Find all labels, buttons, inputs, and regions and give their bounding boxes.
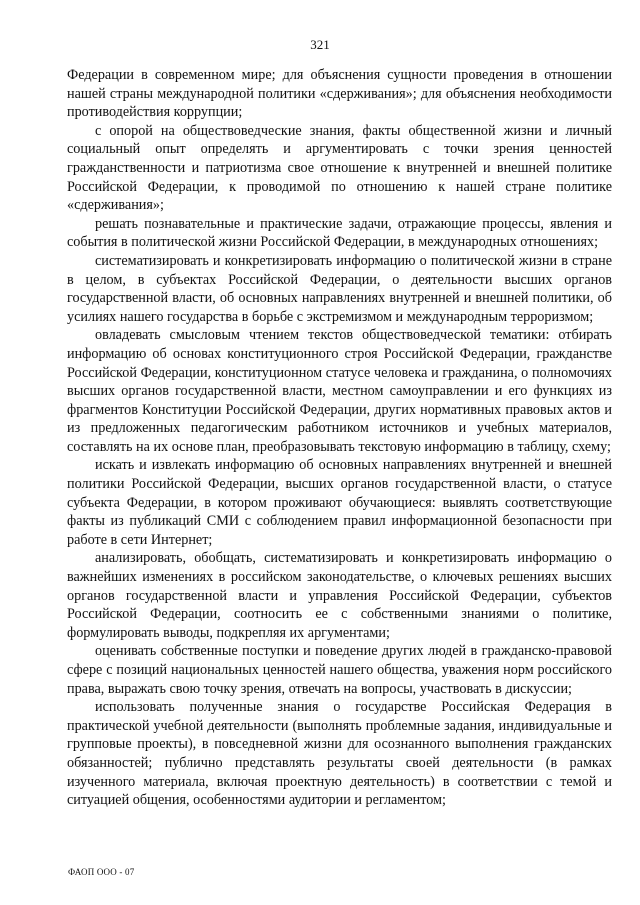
paragraph: оценивать собственные поступки и поведение других людей в гражданско-правовой сфере с позиций национальных ценностей нашего общества, уважения норм российского права, выражать свою точку зрения, отвечать на вопросы, участвовать в дискуссии;: [67, 643, 612, 697]
paragraph: Федерации в современном мире; для объяснения сущности проведения в отношении нашей страны международной политики «сдерживания»; для объяснения необходимости противодействия коррупции;: [67, 67, 612, 121]
paragraph: анализировать, обобщать, систематизировать и конкретизировать информацию о важнейших изменениях в российском законодательстве, о ключевых решениях высших органов государственной власти и управления Российской Федерации, субъектов Российской Федерации, соотносить ее с собственными знаниями о политике, формулировать выводы, подкрепляя их аргументами;: [67, 550, 612, 641]
paragraph: решать познавательные и практические задачи, отражающие процессы, явления и события в политической жизни Российской Федерации, в международных отношениях;: [67, 215, 612, 251]
paragraph: овладевать смысловым чтением текстов обществоведческой тематики: отбирать информацию об основах конституционного строя Российской Федерации, гражданстве Российской Федерации, конституционном статусе человека и гражданина, о полномочиях высших органов государственной власти, местном самоуправлении и его функциях из фрагментов Конституции Российской Федерации, других нормативных правовых актов и из предложенных педагогическим работником источников и учебных материалов, составлять на их основе план, преобразовывать текстовую информацию в таблицу, схему;: [67, 327, 612, 455]
paragraph: искать и извлекать информацию об основных направлениях внутренней и внешней политики Российской Федерации, высших органов государственной власти, о статусе субъекта Федерации, в котором проживают обучающиеся: выявлять соответствующие факты из публикаций СМИ с соблюдением правил информационной безопасности при работе в сети Интернет;: [67, 457, 612, 548]
paragraph: систематизировать и конкретизировать информацию о политической жизни в стране в целом, в субъектах Российской Федерации, о деятельности высших органов государственной власти, об основных направлениях внутренней и внешней политики, об усилиях нашего государства в борьбе с экстремизмом и международным терроризмом;: [67, 252, 612, 325]
body-text: [67, 66, 612, 810]
page-number: 321: [310, 37, 330, 52]
paragraph: с опорой на обществоведческие знания, факты общественной жизни и личный социальный опыт определять и аргументировать с точки зрения ценностей гражданственности и патриотизма свое отношение к внутренней и внешней политике Российской Федерации, к проводимой по отношению к нашей стране политике «сдерживания»;: [67, 122, 612, 214]
footer-code: ФАОП ООО - 07: [68, 867, 135, 877]
paragraph: использовать полученные знания о государстве Российская Федерация в практической учебной деятельности (выполнять проблемные задания, индивидуальные и групповые проекты), в повседневной жизни для осознанного выполнения гражданских обязанностей; публично представлять результаты своей деятельности (в рамках изученного материала, включая проектную деятельность) в соответствии с темой и ситуацией общения, особенностями аудитории и регламентом;: [67, 699, 612, 809]
